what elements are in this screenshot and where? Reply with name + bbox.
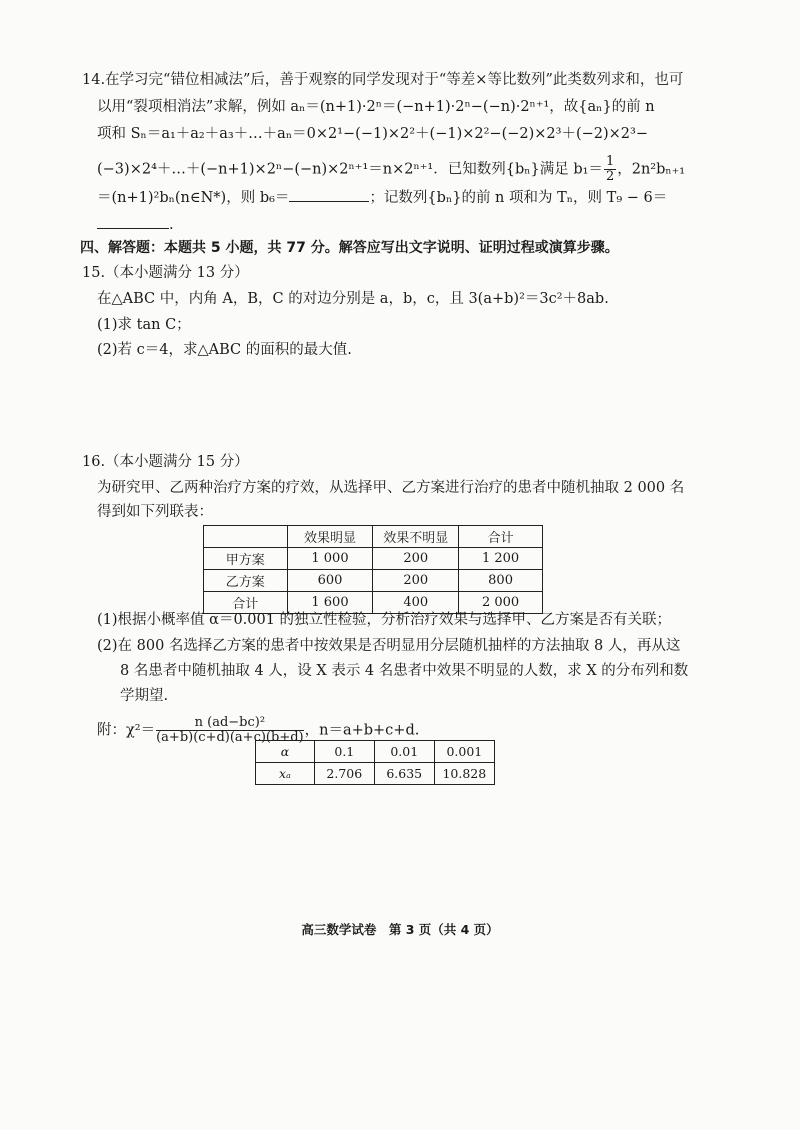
q14-line4b-text: ，2n²bₙ₊₁ <box>617 161 686 178</box>
table-cell: 1 000 <box>287 548 373 570</box>
q14-line5a-text: ＝(n+1)²bₙ(n∈N*)，则 b₆＝ <box>97 190 290 206</box>
q15-part1: (1)求 tan C； <box>97 317 191 333</box>
q15-stem: 在△ABC 中，内角 A，B，C 的对边分别是 a，b，c，且 3(a+b)²＝3c²＋8ab. <box>97 291 609 307</box>
q14-frac-den: 2 <box>605 169 615 184</box>
table-cell: 2 000 <box>459 592 543 614</box>
table-cell: 800 <box>459 570 543 592</box>
table-cell: xₐ <box>256 763 315 785</box>
table-row <box>204 548 543 570</box>
q14-line2: 以用“裂项相消法”求解，例如 aₙ＝(n+1)·2ⁿ＝(−n+1)·2ⁿ−(−n)·2ⁿ⁺¹，故{aₙ}的前 n <box>97 99 655 115</box>
q14-line5b-text: ；记数列{bₙ}的前 n 项和为 Tₙ，则 T₉ − 6＝ <box>369 190 668 206</box>
q14-fraction <box>604 155 616 184</box>
table-cell: 合计 <box>204 592 288 614</box>
q16-title: 16.（本小题满分 15 分） <box>82 454 249 470</box>
table-cell: 400 <box>373 592 459 614</box>
q14-line6 <box>97 214 174 235</box>
table-row <box>204 570 543 592</box>
answer-blank-t9[interactable] <box>97 214 169 229</box>
table-cell: α <box>256 741 315 763</box>
q14-line4-text: (−3)×2⁴＋…＋(−n+1)×2ⁿ−(−n)×2ⁿ⁺¹＝n×2ⁿ⁺¹．已知数列{bₙ}满足 b₁＝ <box>97 161 603 178</box>
table-row <box>256 741 495 763</box>
q14-line3: 项和 Sₙ＝a₁＋a₂＋a₃＋…＋aₙ＝0×2¹−(−1)×2²＋(−1)×2²−(−2)×2³＋(−2)×2³− <box>97 126 648 142</box>
table-cell: 0.01 <box>374 741 434 763</box>
q14-line6-end: . <box>169 217 174 233</box>
table-cell: 1 600 <box>287 592 373 614</box>
q16-part2-line3: 学期望. <box>120 688 169 704</box>
table-cell: 0.1 <box>314 741 374 763</box>
q14-frac-num: 1 <box>605 154 615 169</box>
table-row <box>256 763 495 785</box>
q16-part2-line2: 8 名患者中随机抽取 4 人，设 X 表示 4 名患者中效果不明显的人数，求 X 的分布列和数 <box>120 663 689 679</box>
formula-prefix: 附：χ²＝ <box>97 722 156 739</box>
table-cell: 6.635 <box>374 763 434 785</box>
table-cell: 2.706 <box>314 763 374 785</box>
q16-stem1: 为研究甲、乙两种治疗方案的疗效，从选择甲、乙方案进行治疗的患者中随机抽取 2 000 名 <box>97 480 685 496</box>
table-cell: 效果明显 <box>287 526 373 548</box>
q14-line1: 14.在学习完“错位相减法”后，善于观察的同学发现对于“等差×等比数列”此类数列求和，也可 <box>82 72 684 88</box>
table-cell: 甲方案 <box>204 548 288 570</box>
table-cell: 效果不明显 <box>373 526 459 548</box>
q16-part2-line1: (2)在 800 名选择乙方案的患者中按效果是否明显用分层随机抽样的方法抽取 8 人，再从这 <box>97 638 681 654</box>
formula-numerator: n (ad−bc)² <box>156 716 304 731</box>
formula-suffix: ，n＝a+b+c+d. <box>304 722 420 739</box>
q15-title: 15.（本小题满分 13 分） <box>82 265 249 281</box>
section-heading: 四、解答题：本题共 5 小题，共 77 分。解答应写出文字说明、证明过程或演算步骤。 <box>80 240 619 256</box>
table-cell: 10.828 <box>434 763 494 785</box>
q14-line4 <box>97 155 685 184</box>
q16-part1: (1)根据小概率值 α＝0.001 的独立性检验，分析治疗效果与选择甲、乙方案是否有关联； <box>97 612 672 628</box>
contingency-table <box>203 525 543 614</box>
table-cell: 合计 <box>459 526 543 548</box>
table-cell: 0.001 <box>434 741 494 763</box>
table-cell: 1 200 <box>459 548 543 570</box>
table-cell: 600 <box>287 570 373 592</box>
q14-line5 <box>97 187 667 208</box>
table-cell: 200 <box>373 570 459 592</box>
answer-blank-b6[interactable] <box>289 187 369 202</box>
table-cell <box>204 526 288 548</box>
page-footer: 高三数学试卷 第 3 页（共 4 页） <box>301 922 499 937</box>
table-cell: 200 <box>373 548 459 570</box>
table-cell: 乙方案 <box>204 570 288 592</box>
formula-denominator: (a+b)(c+d)(a+c)(b+d) <box>156 730 304 745</box>
critical-value-table <box>255 740 495 785</box>
table-header-row <box>204 526 543 548</box>
q16-stem2: 得到如下列联表： <box>97 504 213 520</box>
q15-part2: (2)若 c＝4，求△ABC 的面积的最大值. <box>97 342 352 358</box>
